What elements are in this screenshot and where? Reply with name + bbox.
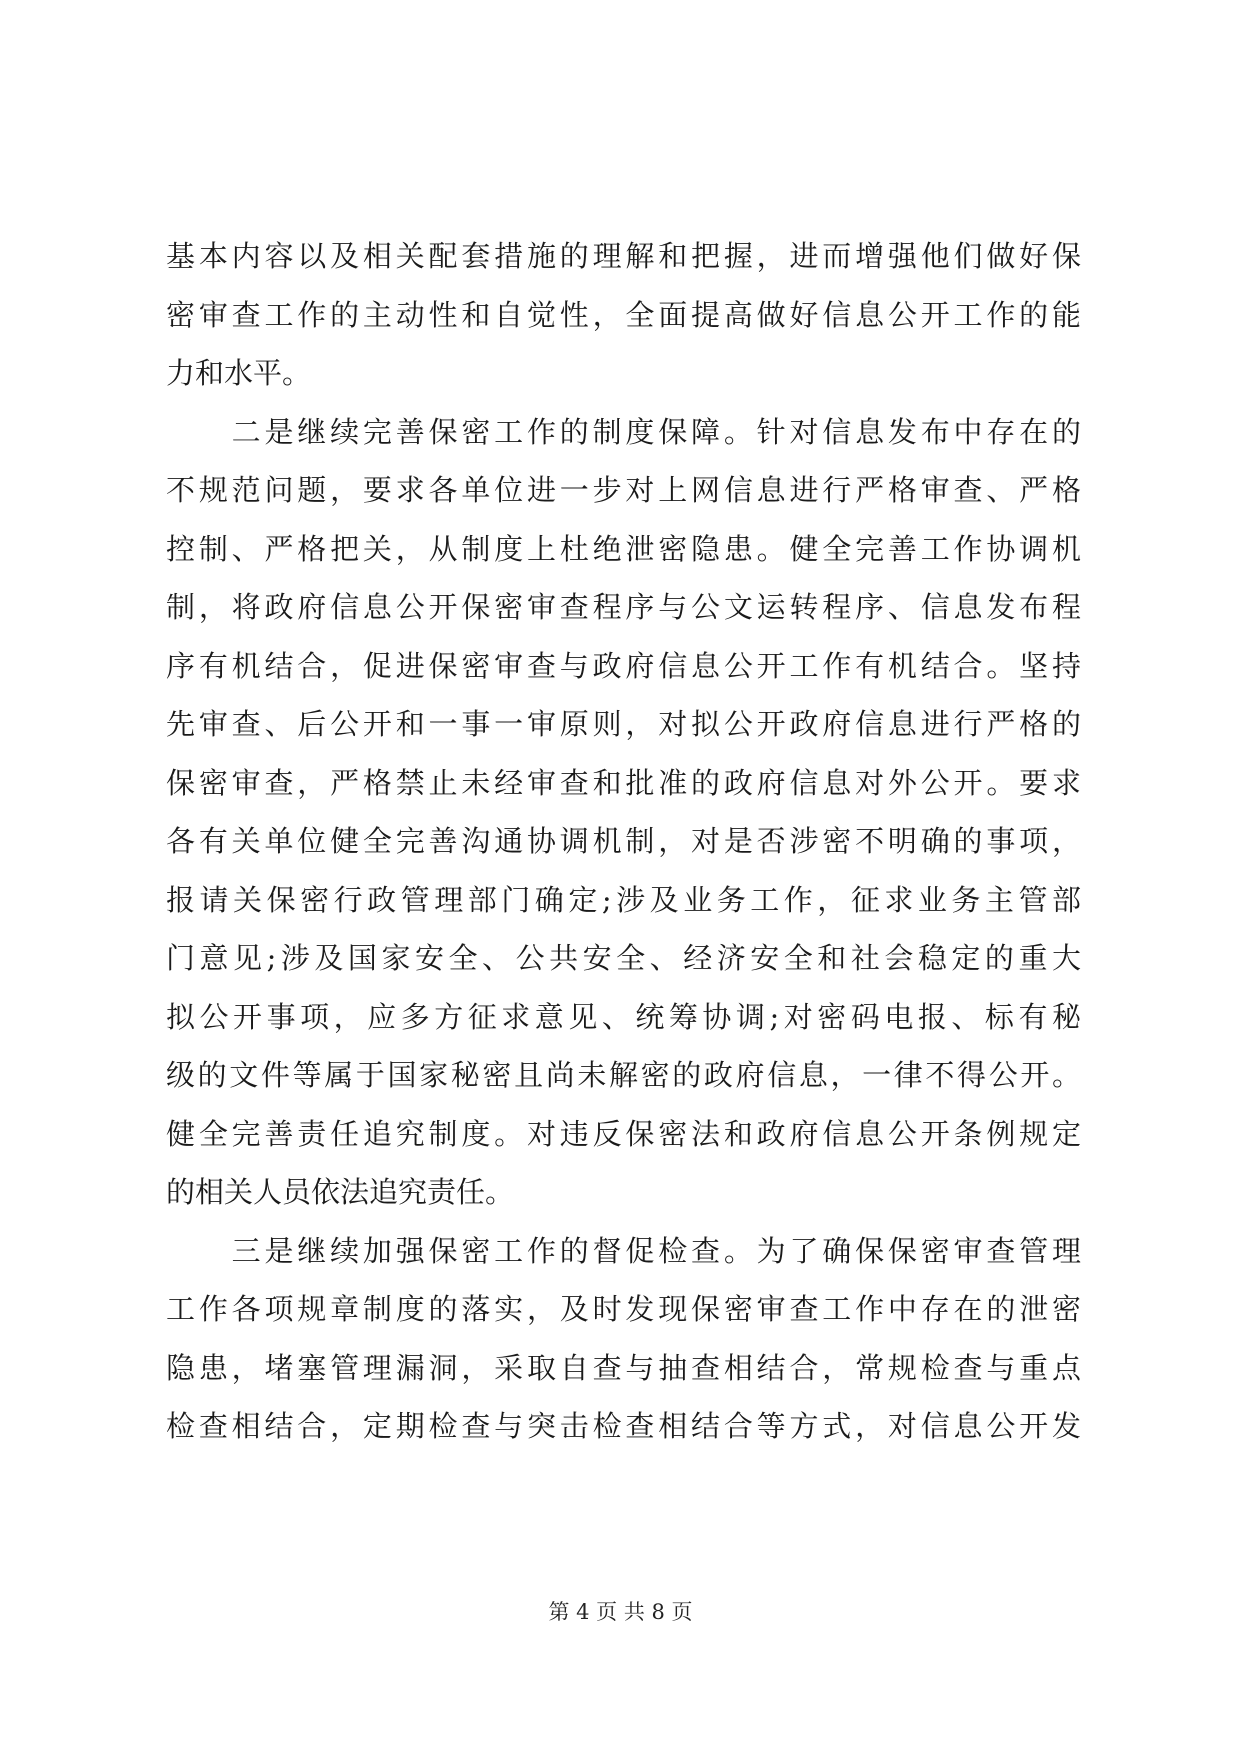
text-line: 序有机结合，促进保密审查与政府信息公开工作有机结合。坚持 bbox=[166, 648, 1081, 683]
text-line: 先审查、后公开和一事一审原则，对拟公开政府信息进行严格的 bbox=[166, 707, 1081, 741]
text-line: 检查相结合，定期检查与突击检查相结合等方式，对信息公开发 bbox=[166, 1409, 1081, 1443]
text-line: 门意见;涉及国家安全、公共安全、经济安全和社会稳定的重大 bbox=[166, 941, 1081, 975]
text-line: 制，将政府信息公开保密审查程序与公文运转程序、信息发布程 bbox=[166, 590, 1081, 624]
text-line: 各有关单位健全完善沟通协调机制，对是否涉密不明确的事项， bbox=[166, 824, 1081, 858]
text-line: 报请关保密行政管理部门确定;涉及业务工作，征求业务主管部 bbox=[166, 882, 1081, 917]
body-text bbox=[166, 227, 1081, 1456]
text-line: 二是继续完善保密工作的制度保障。针对信息发布中存在的 bbox=[166, 414, 1081, 449]
text-line: 基本内容以及相关配套措施的理解和把握，进而增强他们做好保 bbox=[166, 239, 1081, 273]
text-line: 控制、严格把关，从制度上杜绝泄密隐患。健全完善工作协调机 bbox=[166, 531, 1081, 566]
text-line: 保密审查，严格禁止未经审查和批准的政府信息对外公开。要求 bbox=[166, 765, 1081, 800]
text-line: 力和水平。 bbox=[166, 356, 312, 390]
text-line: 三是继续加强保密工作的督促检查。为了确保保密审查管理 bbox=[166, 1233, 1081, 1268]
text-line: 健全完善责任追究制度。对违反保密法和政府信息公开条例规定 bbox=[166, 1116, 1081, 1151]
text-line: 级的文件等属于国家秘密且尚未解密的政府信息，一律不得公开。 bbox=[166, 1058, 1081, 1092]
text-line: 的相关人员依法追究责任。 bbox=[166, 1175, 515, 1209]
text-line: 隐患，堵塞管理漏洞，采取自查与抽查相结合，常规检查与重点 bbox=[166, 1350, 1081, 1385]
text-line: 工作各项规章制度的落实，及时发现保密审查工作中存在的泄密 bbox=[166, 1292, 1081, 1326]
text-line: 拟公开事项，应多方征求意见、统筹协调;对密码电报、标有秘 bbox=[166, 999, 1081, 1034]
text-line: 密审查工作的主动性和自觉性，全面提高做好信息公开工作的能 bbox=[166, 297, 1081, 332]
text-line: 不规范问题，要求各单位进一步对上网信息进行严格审查、严格 bbox=[166, 473, 1081, 507]
page-number-footer: 第 4 页 共 8 页 bbox=[548, 1600, 693, 1624]
